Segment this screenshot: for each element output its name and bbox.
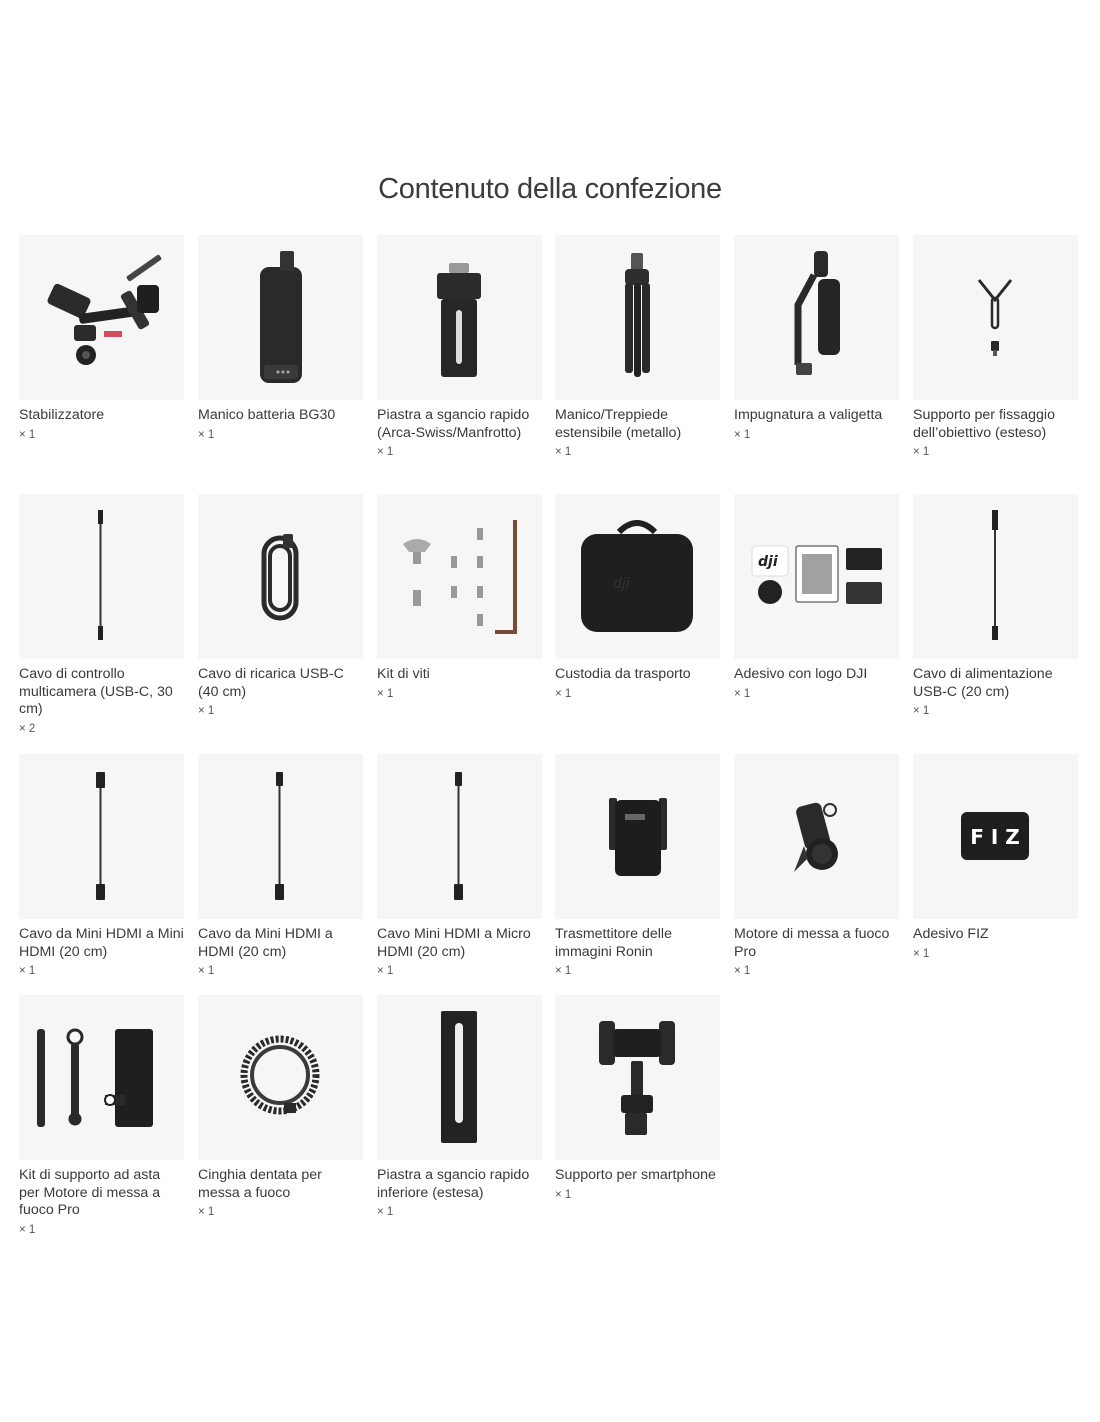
- sticker-sheet-icon: [734, 494, 899, 659]
- product-name: Custodia da trasporto: [555, 666, 691, 682]
- image-transmitter-icon: [555, 754, 720, 919]
- product-item: [19, 235, 184, 442]
- hdmi-cable-icon: [377, 754, 542, 919]
- control-cable-icon: [19, 494, 184, 659]
- product-quantity: × 1: [377, 446, 394, 459]
- coiled-cable-icon: [198, 494, 363, 659]
- power-cable-icon: [913, 494, 1078, 659]
- product-image: [377, 754, 542, 919]
- phone-holder-icon: [555, 995, 720, 1160]
- product-item: [734, 754, 899, 978]
- product-quantity: × 1: [198, 1206, 215, 1219]
- product-item: [377, 494, 542, 701]
- product-quantity: × 1: [913, 947, 930, 960]
- product-item: [19, 995, 184, 1237]
- product-name: Manico/Treppiede estensibile (metallo): [555, 407, 682, 441]
- product-quantity: × 1: [377, 965, 394, 978]
- product-quantity: × 1: [377, 687, 394, 700]
- carrying-case-icon: [555, 494, 720, 659]
- quick-release-plate-icon: [377, 235, 542, 400]
- product-name: Cavo Mini HDMI a Micro HDMI (20 cm): [377, 926, 531, 960]
- product-quantity: × 1: [734, 965, 751, 978]
- screw-kit-icon: [377, 494, 542, 659]
- fiz-label: F I Z: [970, 825, 1020, 849]
- product-quantity: × 1: [198, 965, 215, 978]
- product-quantity: × 1: [19, 428, 36, 441]
- lens-support-icon: [913, 235, 1078, 400]
- product-image: [555, 235, 720, 400]
- product-image: [198, 235, 363, 400]
- focus-motor-icon: [734, 754, 899, 919]
- product-quantity: × 1: [734, 428, 751, 441]
- product-item: [555, 995, 720, 1202]
- product-image: [377, 995, 542, 1160]
- product-name: Supporto per fissaggio dell’obiettivo (esteso): [913, 407, 1055, 441]
- svg-text:dji: dji: [613, 576, 630, 592]
- product-image: [198, 995, 363, 1160]
- product-item: [555, 494, 720, 701]
- product-image: [19, 995, 184, 1160]
- product-item: [377, 235, 542, 459]
- product-image: [19, 754, 184, 919]
- product-item: [19, 494, 184, 736]
- product-image: [198, 754, 363, 919]
- product-item: [555, 235, 720, 459]
- product-item: [734, 235, 899, 442]
- product-name: Cavo di controllo multicamera (USB-C, 30 cm): [19, 666, 173, 718]
- product-name: Piastra a sgancio rapido (Arca-Swiss/Manfrotto): [377, 407, 530, 441]
- product-quantity: × 1: [913, 705, 930, 718]
- product-quantity: × 1: [377, 1206, 394, 1219]
- product-name: Cavo di ricarica USB-C (40 cm): [198, 666, 344, 700]
- product-name: Stabilizzatore: [19, 407, 105, 423]
- product-image: [555, 995, 720, 1160]
- product-image: [734, 754, 899, 919]
- briefcase-handle-icon: [734, 235, 899, 400]
- product-name: Cinghia dentata per messa a fuoco: [198, 1167, 322, 1201]
- product-image: [377, 235, 542, 400]
- product-quantity: × 1: [19, 965, 36, 978]
- product-item: [555, 754, 720, 978]
- svg-text:dji: dji: [758, 554, 778, 570]
- product-quantity: × 1: [19, 1223, 36, 1236]
- product-image: [913, 235, 1078, 400]
- page-title: Contenuto della confezione: [378, 173, 722, 205]
- product-name: Adesivo FIZ: [913, 926, 989, 942]
- battery-grip-icon: [198, 235, 363, 400]
- product-name: Cavo di alimentazione USB-C (20 cm): [913, 666, 1053, 700]
- product-item: [913, 235, 1078, 459]
- product-name: Kit di supporto ad asta per Motore di messa a fuoco Pro: [19, 1167, 161, 1219]
- product-name: Trasmettitore delle immagini Ronin: [555, 926, 672, 960]
- tripod-icon: [555, 235, 720, 400]
- product-name: Cavo da Mini HDMI a HDMI (20 cm): [198, 926, 333, 960]
- product-item: [198, 494, 363, 718]
- product-name: Cavo da Mini HDMI a Mini HDMI (20 cm): [19, 926, 184, 960]
- product-quantity: × 1: [734, 687, 751, 700]
- product-item: [198, 754, 363, 978]
- product-image: [913, 494, 1078, 659]
- hdmi-cable-icon: [19, 754, 184, 919]
- product-name: Kit di viti: [377, 666, 430, 682]
- product-image: [19, 494, 184, 659]
- focus-gear-strip-icon: [198, 995, 363, 1160]
- lower-plate-icon: [377, 995, 542, 1160]
- product-item: [913, 494, 1078, 718]
- product-name: Supporto per smartphone: [555, 1167, 716, 1183]
- product-name: Piastra a sgancio rapido inferiore (estesa): [377, 1167, 530, 1201]
- product-quantity: × 1: [555, 446, 572, 459]
- product-image: [734, 235, 899, 400]
- gimbal-stabilizer-icon: [19, 235, 184, 400]
- product-quantity: × 1: [198, 428, 215, 441]
- product-item: [198, 235, 363, 442]
- product-item: [377, 995, 542, 1219]
- product-image: [734, 494, 899, 659]
- product-image: [377, 494, 542, 659]
- product-name: Impugnatura a valigetta: [734, 407, 883, 423]
- fiz-sticker-icon: [913, 754, 1078, 919]
- product-item: [19, 754, 184, 978]
- product-quantity: × 2: [19, 722, 36, 735]
- product-item: [734, 494, 899, 701]
- product-name: Adesivo con logo DJI: [734, 666, 868, 682]
- product-item: [913, 754, 1078, 961]
- product-item: [198, 995, 363, 1219]
- product-image: [555, 494, 720, 659]
- product-quantity: × 1: [198, 705, 215, 718]
- product-image: [198, 494, 363, 659]
- product-quantity: × 1: [555, 965, 572, 978]
- product-quantity: × 1: [555, 687, 572, 700]
- product-name: Motore di messa a fuoco Pro: [734, 926, 890, 960]
- product-name: Manico batteria BG30: [198, 407, 336, 423]
- product-image: [913, 754, 1078, 919]
- hdmi-cable-icon: [198, 754, 363, 919]
- product-quantity: × 1: [555, 1188, 572, 1201]
- product-image: [19, 235, 184, 400]
- product-image: [555, 754, 720, 919]
- product-quantity: × 1: [913, 446, 930, 459]
- rod-mount-kit-icon: [19, 995, 184, 1160]
- product-item: [377, 754, 542, 978]
